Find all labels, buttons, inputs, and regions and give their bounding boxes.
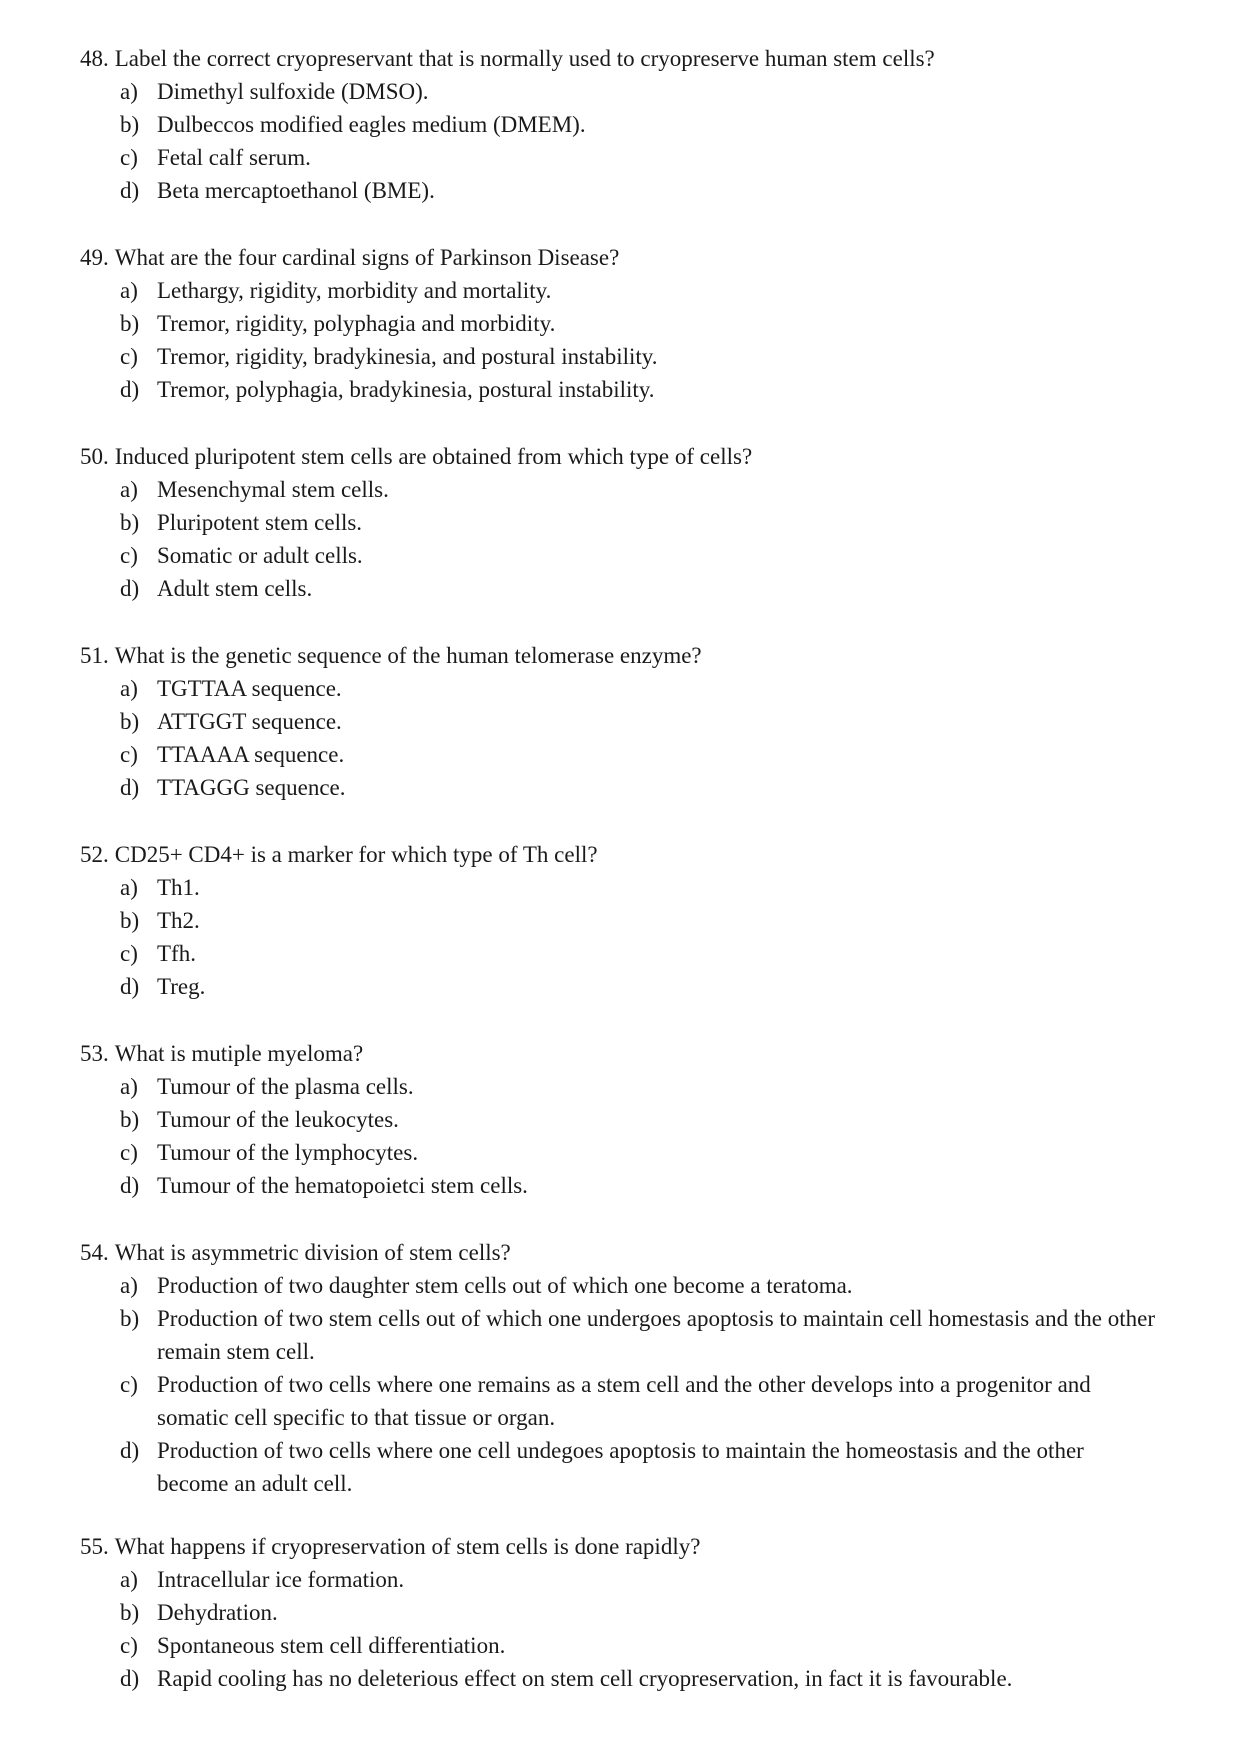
option-list bbox=[80, 473, 1180, 605]
option-text: Somatic or adult cells. bbox=[157, 543, 363, 568]
option-text: Dulbeccos modified eagles medium (DMEM). bbox=[157, 112, 586, 137]
option-d bbox=[80, 1662, 1180, 1695]
question-52 bbox=[80, 838, 1180, 1003]
option-letter: a) bbox=[120, 1567, 138, 1592]
option-letter: b) bbox=[120, 1306, 140, 1331]
option-letter: c) bbox=[120, 1372, 138, 1397]
question-53 bbox=[80, 1037, 1180, 1202]
option-text: Tfh. bbox=[157, 941, 196, 966]
option-letter: b) bbox=[120, 112, 140, 137]
option-c bbox=[80, 340, 1180, 373]
option-text: Production of two cells where one remains as a stem cell and the other develops into a progenitor and somatic cell specific to that tissue or organ. bbox=[157, 1372, 1091, 1430]
option-a bbox=[80, 274, 1180, 307]
option-d bbox=[80, 174, 1180, 207]
question-number: 49. bbox=[80, 245, 109, 270]
option-a bbox=[80, 1070, 1180, 1103]
option-b bbox=[80, 705, 1180, 738]
question-stem bbox=[80, 440, 1180, 473]
option-d bbox=[80, 1434, 1180, 1500]
option-letter: d) bbox=[120, 974, 140, 999]
option-c bbox=[80, 539, 1180, 572]
question-number: 53. bbox=[80, 1041, 109, 1066]
option-letter: d) bbox=[120, 775, 140, 800]
question-stem bbox=[80, 1037, 1180, 1070]
option-text: Tumour of the plasma cells. bbox=[157, 1074, 414, 1099]
option-letter: c) bbox=[120, 344, 138, 369]
option-text: Production of two stem cells out of which one undergoes apoptosis to maintain cell homestasis and the other remain stem cell. bbox=[157, 1306, 1155, 1364]
option-b bbox=[80, 307, 1180, 340]
option-letter: b) bbox=[120, 709, 140, 734]
question-51 bbox=[80, 639, 1180, 804]
question-50 bbox=[80, 440, 1180, 605]
option-text: Spontaneous stem cell differentiation. bbox=[157, 1633, 506, 1658]
option-text: Production of two cells where one cell undegoes apoptosis to maintain the homeostasis and the other become an adult cell. bbox=[157, 1438, 1084, 1496]
question-stem bbox=[80, 639, 1180, 672]
question-text: What is asymmetric division of stem cells? bbox=[114, 1240, 511, 1265]
option-list bbox=[80, 672, 1180, 804]
option-letter: a) bbox=[120, 875, 138, 900]
option-a bbox=[80, 473, 1180, 506]
option-text: Intracellular ice formation. bbox=[157, 1567, 405, 1592]
option-text: Fetal calf serum. bbox=[157, 145, 311, 170]
option-text: TTAAAA sequence. bbox=[157, 742, 345, 767]
option-letter: d) bbox=[120, 576, 140, 601]
option-list bbox=[80, 1563, 1180, 1695]
option-text: Tremor, rigidity, polyphagia and morbidity. bbox=[157, 311, 556, 336]
question-stem bbox=[80, 42, 1180, 75]
option-a bbox=[80, 75, 1180, 108]
option-letter: a) bbox=[120, 1074, 138, 1099]
question-number: 55. bbox=[80, 1534, 109, 1559]
question-stem bbox=[80, 241, 1180, 274]
question-54 bbox=[80, 1236, 1180, 1500]
option-letter: a) bbox=[120, 477, 138, 502]
option-letter: c) bbox=[120, 145, 138, 170]
option-c bbox=[80, 1629, 1180, 1662]
question-number: 50. bbox=[80, 444, 109, 469]
option-letter: d) bbox=[120, 1666, 140, 1691]
question-text: CD25+ CD4+ is a marker for which type of Th cell? bbox=[114, 842, 598, 867]
option-list bbox=[80, 1269, 1180, 1500]
question-number: 51. bbox=[80, 643, 109, 668]
option-letter: a) bbox=[120, 1273, 138, 1298]
option-c bbox=[80, 738, 1180, 771]
option-letter: c) bbox=[120, 1633, 138, 1658]
option-text: TGTTAA sequence. bbox=[157, 676, 342, 701]
question-49 bbox=[80, 241, 1180, 406]
option-letter: a) bbox=[120, 79, 138, 104]
option-b bbox=[80, 1103, 1180, 1136]
option-letter: b) bbox=[120, 908, 140, 933]
question-48 bbox=[80, 42, 1180, 207]
option-text: Th1. bbox=[157, 875, 200, 900]
option-d bbox=[80, 970, 1180, 1003]
question-stem bbox=[80, 1236, 1180, 1269]
option-text: Pluripotent stem cells. bbox=[157, 510, 363, 535]
option-text: Adult stem cells. bbox=[157, 576, 313, 601]
question-text: What is mutiple myeloma? bbox=[114, 1041, 364, 1066]
option-letter: c) bbox=[120, 1140, 138, 1165]
option-text: Beta mercaptoethanol (BME). bbox=[157, 178, 435, 203]
option-b bbox=[80, 1596, 1180, 1629]
option-text: Tumour of the hematopoietci stem cells. bbox=[157, 1173, 528, 1198]
option-text: Treg. bbox=[157, 974, 206, 999]
option-list bbox=[80, 1070, 1180, 1202]
question-number: 52. bbox=[80, 842, 109, 867]
question-text: Label the correct cryopreservant that is normally used to cryopreserve human stem cells? bbox=[114, 46, 935, 71]
option-c bbox=[80, 1368, 1180, 1434]
option-a bbox=[80, 672, 1180, 705]
question-55 bbox=[80, 1530, 1180, 1695]
option-c bbox=[80, 141, 1180, 174]
option-letter: b) bbox=[120, 1107, 140, 1132]
option-text: Rapid cooling has no deleterious effect on stem cell cryopreservation, in fact it is favourable. bbox=[157, 1666, 1013, 1691]
option-a bbox=[80, 1563, 1180, 1596]
option-d bbox=[80, 771, 1180, 804]
option-text: Tremor, polyphagia, bradykinesia, postural instability. bbox=[157, 377, 655, 402]
option-a bbox=[80, 871, 1180, 904]
question-text: Induced pluripotent stem cells are obtained from which type of cells? bbox=[114, 444, 753, 469]
option-letter: a) bbox=[120, 676, 138, 701]
option-letter: c) bbox=[120, 941, 138, 966]
option-d bbox=[80, 572, 1180, 605]
option-b bbox=[80, 1302, 1180, 1368]
option-b bbox=[80, 108, 1180, 141]
question-text: What happens if cryopreservation of stem cells is done rapidly? bbox=[114, 1534, 701, 1559]
option-letter: d) bbox=[120, 1438, 140, 1463]
option-list bbox=[80, 75, 1180, 207]
option-letter: b) bbox=[120, 510, 140, 535]
question-text: What are the four cardinal signs of Parkinson Disease? bbox=[114, 245, 620, 270]
option-letter: a) bbox=[120, 278, 138, 303]
option-text: ATTGGT sequence. bbox=[157, 709, 342, 734]
option-b bbox=[80, 506, 1180, 539]
question-number: 54. bbox=[80, 1240, 109, 1265]
option-letter: d) bbox=[120, 1173, 140, 1198]
option-list bbox=[80, 274, 1180, 406]
option-text: Tumour of the leukocytes. bbox=[157, 1107, 399, 1132]
option-text: Lethargy, rigidity, morbidity and mortality. bbox=[157, 278, 552, 303]
option-a bbox=[80, 1269, 1180, 1302]
option-text: TTAGGG sequence. bbox=[157, 775, 346, 800]
option-d bbox=[80, 1169, 1180, 1202]
option-text: Dehydration. bbox=[157, 1600, 278, 1625]
option-letter: d) bbox=[120, 377, 140, 402]
option-d bbox=[80, 373, 1180, 406]
option-text: Tumour of the lymphocytes. bbox=[157, 1140, 419, 1165]
option-c bbox=[80, 937, 1180, 970]
option-letter: b) bbox=[120, 1600, 140, 1625]
question-number: 48. bbox=[80, 46, 109, 71]
option-text: Th2. bbox=[157, 908, 200, 933]
option-c bbox=[80, 1136, 1180, 1169]
option-text: Tremor, rigidity, bradykinesia, and postural instability. bbox=[157, 344, 658, 369]
question-stem bbox=[80, 1530, 1180, 1563]
option-b bbox=[80, 904, 1180, 937]
question-text: What is the genetic sequence of the human telomerase enzyme? bbox=[114, 643, 702, 668]
option-letter: d) bbox=[120, 178, 140, 203]
option-text: Production of two daughter stem cells out of which one become a teratoma. bbox=[157, 1273, 853, 1298]
option-list bbox=[80, 871, 1180, 1003]
option-letter: c) bbox=[120, 742, 138, 767]
option-letter: c) bbox=[120, 543, 138, 568]
option-text: Mesenchymal stem cells. bbox=[157, 477, 389, 502]
question-stem bbox=[80, 838, 1180, 871]
option-letter: b) bbox=[120, 311, 140, 336]
option-text: Dimethyl sulfoxide (DMSO). bbox=[157, 79, 429, 104]
